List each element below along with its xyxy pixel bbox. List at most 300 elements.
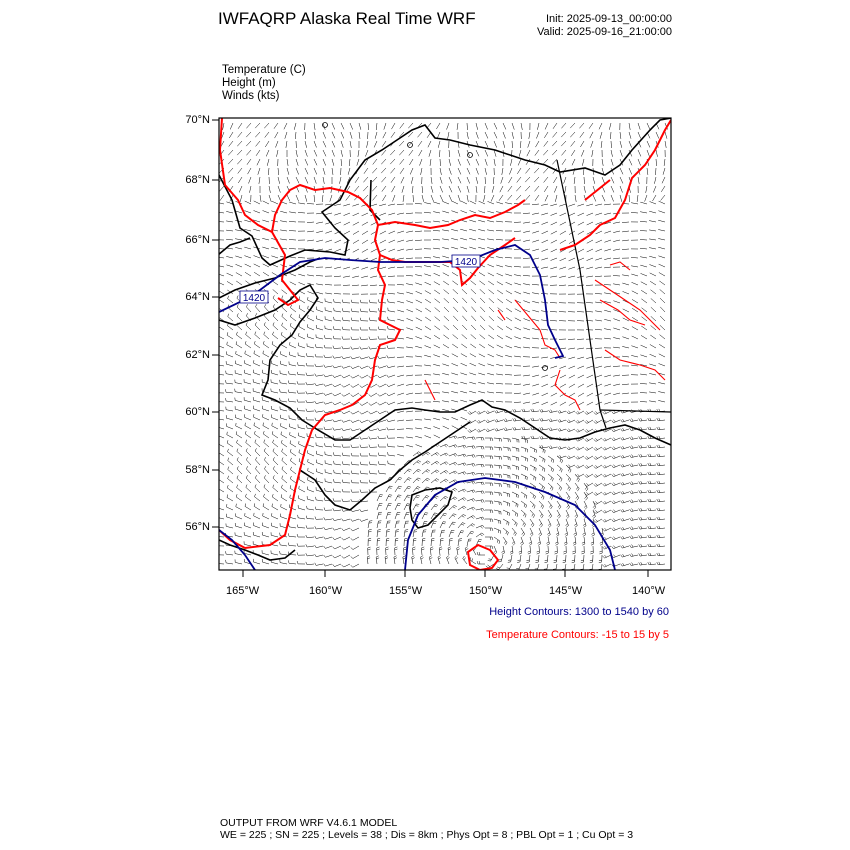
wind-barb [659, 273, 665, 277]
wind-barb [550, 267, 557, 269]
wind-barb-feather [456, 557, 458, 559]
wind-barb [406, 258, 413, 259]
wind-barb [614, 465, 621, 468]
wind-barb-feather [299, 305, 300, 308]
wind-barb-feather [263, 423, 264, 426]
wind-barb-feather [351, 462, 352, 465]
wind-barb [478, 220, 485, 222]
wind-barb [476, 437, 483, 438]
wind-barb [647, 123, 650, 129]
wind-barb [296, 150, 297, 157]
wind-barb-feather [632, 455, 634, 458]
wind-barb [278, 168, 279, 175]
wind-barb [471, 334, 476, 339]
wind-barb [559, 204, 566, 206]
wind-barb-feather [398, 495, 401, 496]
wind-barb [331, 186, 332, 193]
wind-barb [485, 141, 488, 147]
wind-barb-feather [407, 488, 410, 489]
wind-barb [548, 501, 552, 507]
wind-barb [307, 384, 314, 385]
wind-barb [305, 195, 307, 202]
wind-barb [352, 501, 359, 502]
wind-barb [362, 366, 369, 369]
wind-barb-feather [494, 551, 496, 553]
wind-barb [425, 282, 431, 285]
wind-barb [640, 374, 647, 375]
wind-barb-feather [360, 347, 361, 350]
wind-barb-feather [554, 562, 557, 563]
lat-label: 56°N [185, 521, 210, 533]
wind-barb [649, 456, 656, 457]
wind-barb-feather [399, 486, 402, 487]
wind-barb-feather [526, 562, 529, 563]
wind-barb [226, 410, 233, 411]
wind-barb [613, 249, 620, 250]
wind-barb-feather [551, 419, 553, 422]
wind-barb [413, 548, 414, 555]
wind-barb [458, 539, 459, 546]
wind-barb [244, 220, 251, 222]
wind-barb [382, 141, 386, 147]
wind-barb [640, 447, 647, 448]
wind-barb-feather [595, 456, 597, 458]
wind-barb [451, 229, 458, 231]
wind-barb [560, 375, 566, 378]
wind-barb [290, 443, 296, 447]
wind-barb [505, 429, 512, 431]
wind-barb [503, 447, 510, 448]
wind-barb [443, 264, 450, 267]
wind-barb-feather [639, 562, 640, 565]
wind-barb [503, 123, 506, 129]
wind-barb [344, 213, 351, 216]
wind-barb [325, 301, 332, 303]
wind-barb-feather [315, 392, 317, 395]
wind-barb [614, 537, 621, 540]
wind-barb [291, 470, 297, 474]
wind-barb [480, 298, 485, 303]
wind-barb [659, 264, 665, 267]
wind-barb-feather [408, 495, 411, 496]
wind-barb-feather [463, 455, 465, 458]
wind-barb [569, 384, 575, 388]
wind-barb-feather [481, 491, 482, 494]
wind-barb-feather [495, 411, 497, 413]
field-temperature-label: Temperature (C) [222, 64, 306, 76]
wind-barb-feather [506, 531, 507, 534]
wind-barb-feather [586, 447, 588, 449]
wind-barb-feather [378, 403, 380, 405]
wind-barb-feather [553, 469, 554, 472]
wind-barb-feather [434, 515, 437, 516]
wind-barb [593, 528, 594, 535]
wind-barb-feather [623, 473, 625, 475]
wind-barb [442, 248, 449, 250]
wind-barb-feather [549, 410, 551, 413]
wind-barb [449, 150, 450, 157]
wind-barb [307, 231, 314, 232]
wind-barb [415, 436, 422, 438]
wind-barb [226, 256, 233, 258]
wind-barb [462, 307, 467, 312]
wind-barb [282, 326, 287, 331]
wind-barb [614, 501, 621, 504]
wind-barb-feather [639, 418, 640, 421]
wind-barb-feather [430, 547, 433, 548]
wind-barb-feather [481, 473, 482, 476]
wind-barb-feather [245, 341, 246, 344]
wind-barb-feather [481, 518, 483, 521]
wind-barb-feather [598, 571, 601, 572]
wind-barb [525, 177, 530, 182]
wind-barb [316, 319, 323, 321]
wind-barb [254, 344, 260, 348]
wind-barb [523, 384, 530, 385]
wind-barb-feather [506, 428, 508, 431]
wind-barb-feather [648, 562, 649, 565]
wind-barb [379, 348, 386, 349]
wind-barb-feather [648, 517, 649, 520]
wind-barb-feather [580, 571, 583, 572]
wind-barb [434, 435, 440, 438]
wind-barb-feather [585, 507, 587, 509]
wind-barb [521, 510, 526, 515]
wind-barb-feather [385, 556, 388, 557]
wind-barb [236, 354, 242, 357]
wind-barb-feather [603, 484, 605, 486]
wind-barb [512, 123, 514, 130]
wind-barb-feather [360, 376, 362, 378]
wind-barb-feather [641, 562, 642, 565]
wind-barb [478, 391, 485, 393]
wind-barb-feather [369, 462, 370, 465]
wind-barbs [216, 123, 667, 572]
wind-barb [557, 537, 558, 544]
wind-barb-feather [540, 514, 542, 517]
wind-barb [620, 186, 623, 193]
wind-barb-feather [486, 411, 488, 413]
wind-barb [589, 123, 593, 129]
wind-barb-feather [425, 497, 428, 498]
wind-barb-feather [446, 444, 448, 446]
wind-barb-feather [567, 516, 569, 518]
wind-barb-feather [306, 363, 307, 366]
wind-barb-feather [613, 465, 615, 467]
wind-barb [431, 186, 433, 193]
wind-barb [629, 141, 632, 148]
wind-barb [458, 168, 461, 174]
wind-barb [334, 366, 341, 368]
wind-barb [217, 537, 224, 538]
wind-barb [386, 521, 388, 528]
wind-barb-feather [650, 508, 651, 511]
wind-barb [638, 123, 640, 130]
wind-barb [371, 258, 377, 261]
wind-barb [631, 447, 638, 449]
wind-barb-feather [378, 453, 379, 456]
wind-barb-feather [559, 507, 561, 509]
wind-barb [350, 141, 351, 148]
wind-barb [467, 123, 468, 130]
wind-barb [572, 159, 575, 165]
wind-barb [352, 519, 359, 521]
wind-barb-feather [591, 533, 594, 535]
wind-barb-feather [648, 526, 649, 529]
wind-barb [449, 539, 450, 546]
wind-barb [353, 366, 360, 369]
wind-barb-feather [582, 553, 585, 554]
wind-barb [453, 307, 458, 312]
wind-barb-feather [273, 332, 274, 335]
wind-barb [289, 374, 296, 375]
wind-barb [640, 519, 647, 520]
wind-barb [298, 356, 305, 358]
wind-barb [421, 548, 422, 555]
wind-barb [595, 213, 602, 215]
wind-barb [500, 186, 503, 192]
wind-barb [659, 344, 665, 348]
wind-barb [341, 150, 343, 157]
wind-barb-feather [650, 472, 651, 475]
wind-barb-feather [572, 560, 575, 561]
wind-barb [227, 281, 233, 285]
wind-barb [541, 213, 548, 215]
wind-barb-feather [360, 318, 361, 321]
wind-barb [442, 230, 449, 231]
wind-barb [469, 247, 476, 249]
wind-barb [316, 276, 323, 277]
wind-barb-feather [472, 508, 474, 510]
wind-barb-feather [590, 562, 593, 563]
wind-barb [458, 195, 460, 202]
wind-barb-feather [604, 555, 606, 557]
wind-barb-feather [324, 384, 326, 386]
wind-barb-feather [396, 532, 399, 533]
wind-barb [436, 123, 440, 129]
wind-barb-feather [529, 542, 532, 544]
wind-barb [228, 469, 233, 474]
wind-barb [447, 558, 450, 565]
wind-barb [560, 402, 566, 405]
wind-barb [640, 483, 647, 484]
wind-barb [416, 300, 422, 303]
wind-barb [494, 438, 501, 439]
wind-barb-feather [650, 544, 651, 547]
wind-barb-feather [630, 473, 632, 476]
wind-barb [406, 375, 413, 376]
wind-barb [273, 335, 279, 339]
wind-barb-feather [351, 519, 353, 521]
wind-barb-feather [550, 496, 552, 499]
wind-barb [435, 299, 441, 303]
wind-barb-feather [576, 457, 578, 459]
wind-barb [510, 159, 512, 166]
wind-barb-feather [218, 333, 219, 336]
wind-barb-feather [228, 476, 229, 479]
wind-barb-feather [568, 420, 570, 422]
wind-barb-feather [273, 323, 274, 326]
wind-barb [452, 281, 458, 285]
wind-barb-feather [560, 459, 561, 462]
wind-barb [316, 411, 323, 412]
wind-barb-feather [524, 436, 525, 439]
wind-barb-feather [576, 516, 578, 518]
wind-barb-feather [282, 296, 283, 299]
wind-barb [542, 393, 548, 396]
wind-barb-feather [342, 480, 343, 483]
wind-barb [362, 420, 369, 423]
wind-barb [316, 292, 323, 294]
wind-barb-feather [576, 487, 578, 490]
wind-barb-feather [595, 447, 597, 449]
wind-barb [397, 240, 404, 242]
wind-barb [299, 444, 305, 447]
wind-barb [350, 123, 353, 130]
wind-barb [467, 531, 471, 537]
wind-barb [286, 141, 287, 148]
wind-barb [323, 159, 326, 166]
wind-barb [449, 514, 454, 519]
wind-barb [569, 366, 576, 369]
wind-barb-feather [315, 410, 316, 413]
wind-barb [307, 204, 314, 205]
wind-barb [290, 317, 296, 321]
wind-barb [388, 329, 395, 330]
wind-barb-feather [445, 454, 447, 456]
wind-barb-feather [342, 436, 343, 439]
wind-barb [264, 442, 269, 447]
wind-barb [518, 159, 521, 165]
wind-barb-feather [282, 323, 283, 326]
wind-barb-feather [595, 492, 597, 494]
wind-barb-feather [630, 428, 632, 431]
wind-barb [487, 248, 494, 250]
wind-barb [415, 203, 422, 204]
wind-barb [494, 447, 501, 448]
wind-barb-feather [228, 314, 229, 317]
wind-barb-feather [378, 385, 380, 387]
wind-barb [553, 123, 557, 129]
wind-barb [622, 249, 629, 250]
wind-barb [266, 150, 269, 156]
wind-barb [523, 222, 530, 223]
wind-barb-feather [499, 493, 500, 496]
field-winds-label: Winds (kts) [222, 90, 280, 102]
wind-barb [406, 275, 413, 276]
wind-barb [353, 528, 359, 531]
wind-barb-feather [567, 430, 569, 432]
wind-barb [650, 281, 656, 285]
wind-barb [496, 364, 503, 366]
wind-barb [415, 346, 422, 348]
wind-barb [420, 159, 423, 166]
wind-barb-feather [368, 540, 371, 541]
wind-barb [604, 258, 611, 260]
wind-barb [523, 258, 530, 259]
wind-barb [298, 528, 305, 529]
wind-barb [577, 357, 584, 359]
wind-barb [370, 267, 377, 269]
wind-barb [642, 308, 648, 312]
wind-barb-feather [568, 487, 570, 490]
wind-barb-feather [561, 479, 562, 482]
wind-barb-feather [378, 461, 379, 464]
wind-barb [496, 392, 503, 393]
wind-barb [263, 434, 269, 438]
wind-barb [404, 513, 407, 520]
wind-barb-feather [581, 560, 584, 561]
wind-barb [527, 150, 530, 156]
wind-barb-feather [510, 439, 511, 442]
wind-barb-feather [351, 557, 353, 559]
wind-barb-feather [264, 448, 265, 451]
wind-barb [370, 429, 377, 431]
wind-barb [390, 150, 395, 155]
wind-barb-feather [569, 488, 571, 491]
wind-barb [651, 298, 656, 303]
wind-barb-feather [316, 434, 317, 437]
wind-barb [434, 326, 440, 330]
wind-barb [469, 400, 476, 402]
wind-barb [449, 177, 452, 183]
wind-barb [614, 420, 621, 423]
wind-barb-feather [360, 366, 362, 368]
wind-barb-feather [387, 530, 390, 531]
wind-barb [505, 420, 512, 422]
wind-barb [397, 384, 404, 386]
wind-barb [431, 504, 435, 510]
wind-barb [289, 248, 296, 249]
wind-barb [264, 316, 269, 321]
wind-barb-feather [604, 456, 606, 458]
wind-barb-feather [533, 495, 534, 498]
wind-barb [532, 222, 539, 224]
wind-barb [569, 258, 575, 261]
wind-barb [521, 501, 527, 505]
wind-barb [399, 150, 404, 155]
wind-barb-feather [307, 506, 308, 509]
wind-barb [226, 554, 233, 555]
wind-barb-feather [351, 548, 353, 550]
wind-barb-feather [510, 551, 513, 552]
wind-barb [453, 325, 458, 330]
wind-barb [282, 316, 287, 321]
wind-barb [622, 283, 629, 285]
wind-barb [418, 132, 423, 137]
wind-barb-feather [623, 482, 625, 484]
wind-barb-feather [490, 519, 491, 522]
wind-barb [596, 231, 602, 234]
wind-barb-feather [333, 508, 334, 511]
wind-barb [316, 463, 323, 465]
wind-barb-feather [369, 471, 370, 474]
wind-barb [379, 330, 386, 331]
wind-barb-feather [621, 546, 623, 548]
wind-barb [278, 186, 280, 193]
wind-barb [433, 257, 440, 258]
wind-barb [298, 508, 305, 510]
wind-barb-feather [558, 516, 560, 518]
wind-barb-feather [478, 411, 480, 413]
wind-barb-feather [568, 465, 570, 467]
wind-barb-feather [650, 517, 651, 520]
wind-barb [323, 132, 326, 139]
wind-barb [236, 516, 243, 519]
wind-barb-feather [351, 445, 352, 448]
wind-barb-feather [630, 536, 632, 539]
wind-barb [299, 282, 306, 285]
